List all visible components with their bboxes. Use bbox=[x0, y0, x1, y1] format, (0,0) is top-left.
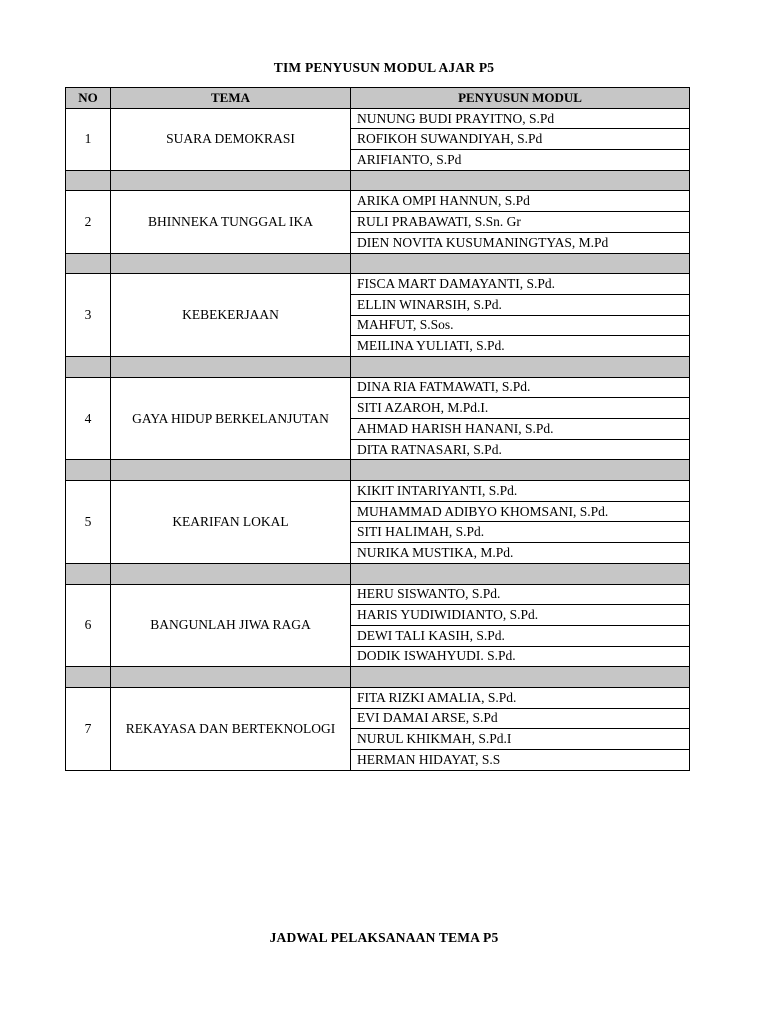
separator-cell bbox=[111, 563, 351, 584]
separator-cell bbox=[351, 460, 690, 481]
table-row bbox=[66, 481, 690, 502]
author-name-cell: ARIKA OMPI HANNUN, S.Pd bbox=[351, 191, 690, 212]
table-row bbox=[66, 377, 690, 398]
author-name-cell: MEILINA YULIATI, S.Pd. bbox=[351, 336, 690, 357]
separator-cell bbox=[111, 170, 351, 191]
author-name-cell: KIKIT INTARIYANTI, S.Pd. bbox=[351, 481, 690, 502]
separator-cell bbox=[351, 253, 690, 274]
theme-name-cell: BHINNEKA TUNGGAL IKA bbox=[111, 191, 351, 253]
team-table bbox=[65, 87, 690, 771]
author-name-cell: NUNUNG BUDI PRAYITNO, S.Pd bbox=[351, 108, 690, 129]
table-row bbox=[66, 687, 690, 708]
theme-name-cell: GAYA HIDUP BERKELANJUTAN bbox=[111, 377, 351, 460]
separator-cell bbox=[351, 563, 690, 584]
theme-number-cell: 7 bbox=[66, 687, 111, 770]
author-name-cell: ELLIN WINARSIH, S.Pd. bbox=[351, 294, 690, 315]
author-name-cell: RULI PRABAWATI, S.Sn. Gr bbox=[351, 212, 690, 233]
team-table-body bbox=[66, 108, 690, 770]
theme-name-cell: BANGUNLAH JIWA RAGA bbox=[111, 584, 351, 667]
table-row bbox=[66, 584, 690, 605]
separator-cell bbox=[111, 460, 351, 481]
author-name-cell: HARIS YUDIWIDIANTO, S.Pd. bbox=[351, 605, 690, 626]
separator-cell bbox=[66, 253, 111, 274]
separator-cell bbox=[66, 460, 111, 481]
separator-row bbox=[66, 667, 690, 688]
theme-name-cell: KEARIFAN LOKAL bbox=[111, 481, 351, 564]
table-row bbox=[66, 108, 690, 129]
table-header-row bbox=[66, 88, 690, 109]
separator-cell bbox=[66, 356, 111, 377]
author-name-cell: NURIKA MUSTIKA, M.Pd. bbox=[351, 543, 690, 564]
separator-cell bbox=[66, 170, 111, 191]
author-name-cell: SITI HALIMAH, S.Pd. bbox=[351, 522, 690, 543]
header-tema: TEMA bbox=[111, 88, 351, 109]
separator-cell bbox=[111, 667, 351, 688]
separator-row bbox=[66, 563, 690, 584]
author-name-cell: ARIFIANTO, S.Pd bbox=[351, 150, 690, 171]
author-name-cell: DODIK ISWAHYUDI. S.Pd. bbox=[351, 646, 690, 667]
author-name-cell: DINA RIA FATMAWATI, S.Pd. bbox=[351, 377, 690, 398]
author-name-cell: HERU SISWANTO, S.Pd. bbox=[351, 584, 690, 605]
separator-row bbox=[66, 356, 690, 377]
separator-row bbox=[66, 170, 690, 191]
theme-name-cell: SUARA DEMOKRASI bbox=[111, 108, 351, 170]
separator-cell bbox=[351, 356, 690, 377]
theme-number-cell: 4 bbox=[66, 377, 111, 460]
separator-cell bbox=[111, 253, 351, 274]
header-penyusun: PENYUSUN MODUL bbox=[351, 88, 690, 109]
table-row bbox=[66, 274, 690, 295]
author-name-cell: NURUL KHIKMAH, S.Pd.I bbox=[351, 729, 690, 750]
theme-number-cell: 5 bbox=[66, 481, 111, 564]
theme-name-cell: KEBEKERJAAN bbox=[111, 274, 351, 357]
separator-cell bbox=[351, 170, 690, 191]
author-name-cell: SITI AZAROH, M.Pd.I. bbox=[351, 398, 690, 419]
author-name-cell: AHMAD HARISH HANANI, S.Pd. bbox=[351, 419, 690, 440]
separator-row bbox=[66, 460, 690, 481]
separator-cell bbox=[351, 667, 690, 688]
author-name-cell: EVI DAMAI ARSE, S.Pd bbox=[351, 708, 690, 729]
author-name-cell: DEWI TALI KASIH, S.Pd. bbox=[351, 625, 690, 646]
separator-cell bbox=[66, 667, 111, 688]
author-name-cell: MAHFUT, S.Sos. bbox=[351, 315, 690, 336]
theme-number-cell: 2 bbox=[66, 191, 111, 253]
separator-cell bbox=[111, 356, 351, 377]
author-name-cell: MUHAMMAD ADIBYO KHOMSANI, S.Pd. bbox=[351, 501, 690, 522]
theme-name-cell: REKAYASA DAN BERTEKNOLOGI bbox=[111, 687, 351, 770]
table-row bbox=[66, 191, 690, 212]
author-name-cell: DIEN NOVITA KUSUMANINGTYAS, M.Pd bbox=[351, 232, 690, 253]
section-title-jadwal: JADWAL PELAKSANAAN TEMA P5 bbox=[269, 930, 499, 945]
theme-number-cell: 3 bbox=[66, 274, 111, 357]
author-name-cell: HERMAN HIDAYAT, S.S bbox=[351, 750, 690, 771]
author-name-cell: ROFIKOH SUWANDIYAH, S.Pd bbox=[351, 129, 690, 150]
author-name-cell: FISCA MART DAMAYANTI, S.Pd. bbox=[351, 274, 690, 295]
header-no: NO bbox=[66, 88, 111, 109]
theme-number-cell: 6 bbox=[66, 584, 111, 667]
separator-cell bbox=[66, 563, 111, 584]
theme-number-cell: 1 bbox=[66, 108, 111, 170]
document-title: TIM PENYUSUN MODUL AJAR P5 bbox=[273, 60, 495, 75]
separator-row bbox=[66, 253, 690, 274]
author-name-cell: DITA RATNASARI, S.Pd. bbox=[351, 439, 690, 460]
author-name-cell: FITA RIZKI AMALIA, S.Pd. bbox=[351, 687, 690, 708]
